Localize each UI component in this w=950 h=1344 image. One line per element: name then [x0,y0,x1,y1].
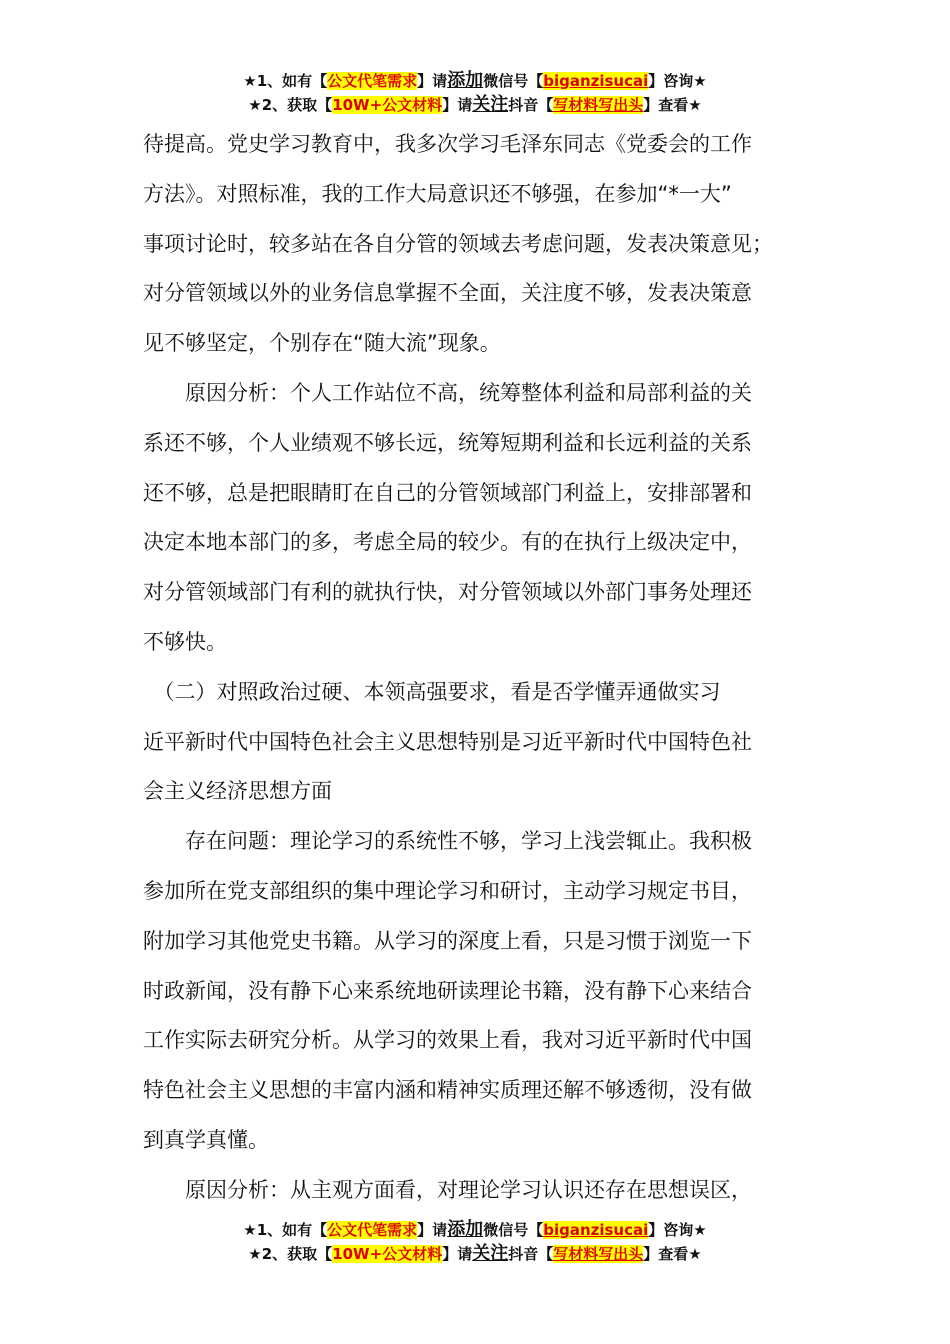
text-line: 会主义经济思想方面 [143,779,332,804]
banner-highlight: 10W+公文材料 [332,1245,443,1263]
text-line: 系还不够，个人业绩观不够长远，统筹短期利益和长远利益的关系 [143,430,752,455]
banner-text: 】查看★ [643,1245,702,1263]
douyin-id: 写材料写出头 [553,96,644,114]
banner-line-1 [0,69,950,93]
text-line: 特色社会主义思想的丰富内涵和精神实质理还解不够透彻，没有做 [143,1078,752,1103]
banner-text: 微信号【 [483,1221,544,1239]
text-line: 还不够，总是把眼睛盯在自己的分管领域部门利益上，安排部署和 [143,480,752,505]
banner-highlight: 公文代笔需求 [327,72,418,90]
text-line: 对分管领域以外的业务信息掌握不全面，关注度不够，发表决策意 [143,281,752,306]
banner-highlight: 公文代笔需求 [327,1221,418,1239]
banner-emphasis: 关注 [472,94,509,115]
text-line: 附加学习其他党史书籍。从学习的深度上看，只是习惯于浏览一下 [143,928,752,953]
text-line: 存在问题：理论学习的系统性不够，学习上浅尝辄止。我积极 [143,829,752,854]
header-banner [0,69,950,117]
text-line: 近平新时代中国特色社会主义思想特别是习近平新时代中国特色社 [143,729,752,754]
text-line: 工作实际去研究分析。从学习的效果上看，我对习近平新时代中国 [143,1028,752,1053]
banner-line-1 [0,1218,950,1242]
banner-text: 微信号【 [483,72,544,90]
banner-text: 抖音【 [508,96,554,114]
banner-text: ★2、获取【 [248,96,333,114]
banner-text: ★2、获取【 [248,1245,333,1263]
banner-text: ★1、如有【 [243,72,328,90]
text-line: 决定本地本部门的多，考虑全局的较少。有的在执行上级决定中， [143,530,752,555]
banner-emphasis: 添加 [447,1219,484,1240]
wechat-id: biganzisucai [543,72,649,90]
banner-text: 】咨询★ [648,1221,707,1239]
text-line: 事项讨论时，较多站在各自分管的领域去考虑问题，发表决策意见； [143,231,773,256]
text-line: 到真学真懂。 [143,1127,269,1152]
text-line: 参加所在党支部组织的集中理论学习和研讨，主动学习规定书目， [143,878,752,903]
footer-banner [0,1218,950,1266]
text-line: 原因分析：个人工作站位不高，统筹整体利益和局部利益的关 [143,380,752,405]
banner-emphasis: 添加 [447,70,484,91]
text-line: 时政新闻，没有静下心来系统地研读理论书籍，没有静下心来结合 [143,978,752,1003]
banner-text: 】查看★ [643,96,702,114]
text-line: 不够快。 [143,629,227,654]
banner-text: ★1、如有【 [243,1221,328,1239]
text-line: 对分管领域部门有利的就执行快，对分管领域以外部门事务处理还 [143,580,752,605]
text-line: 见不够坚定，个别存在“随大流”现象。 [143,331,501,356]
banner-text: 】咨询★ [648,72,707,90]
banner-emphasis: 关注 [472,1243,509,1264]
banner-line-2 [0,1242,950,1266]
banner-text: 】请 [442,96,473,114]
douyin-id: 写材料写出头 [553,1245,644,1263]
text-line: （二）对照政治过硬、本领高强要求，看是否学懂弄通做实习 [143,679,721,704]
banner-text: 】请 [417,72,448,90]
wechat-id: biganzisucai [543,1221,649,1239]
banner-text: 】请 [417,1221,448,1239]
text-line: 待提高。党史学习教育中，我多次学习毛泽东同志《党委会的工作 [143,132,752,156]
text-line: 方法》。对照标准，我的工作大局意识还不够强，在参加“*一大” [143,181,732,206]
banner-highlight: 10W+公文材料 [332,96,443,114]
text-line: 原因分析：从主观方面看，对理论学习认识还存在思想误区， [143,1177,752,1202]
banner-text: 抖音【 [508,1245,554,1263]
banner-line-2 [0,93,950,117]
banner-text: 】请 [442,1245,473,1263]
document-body [143,120,843,1216]
